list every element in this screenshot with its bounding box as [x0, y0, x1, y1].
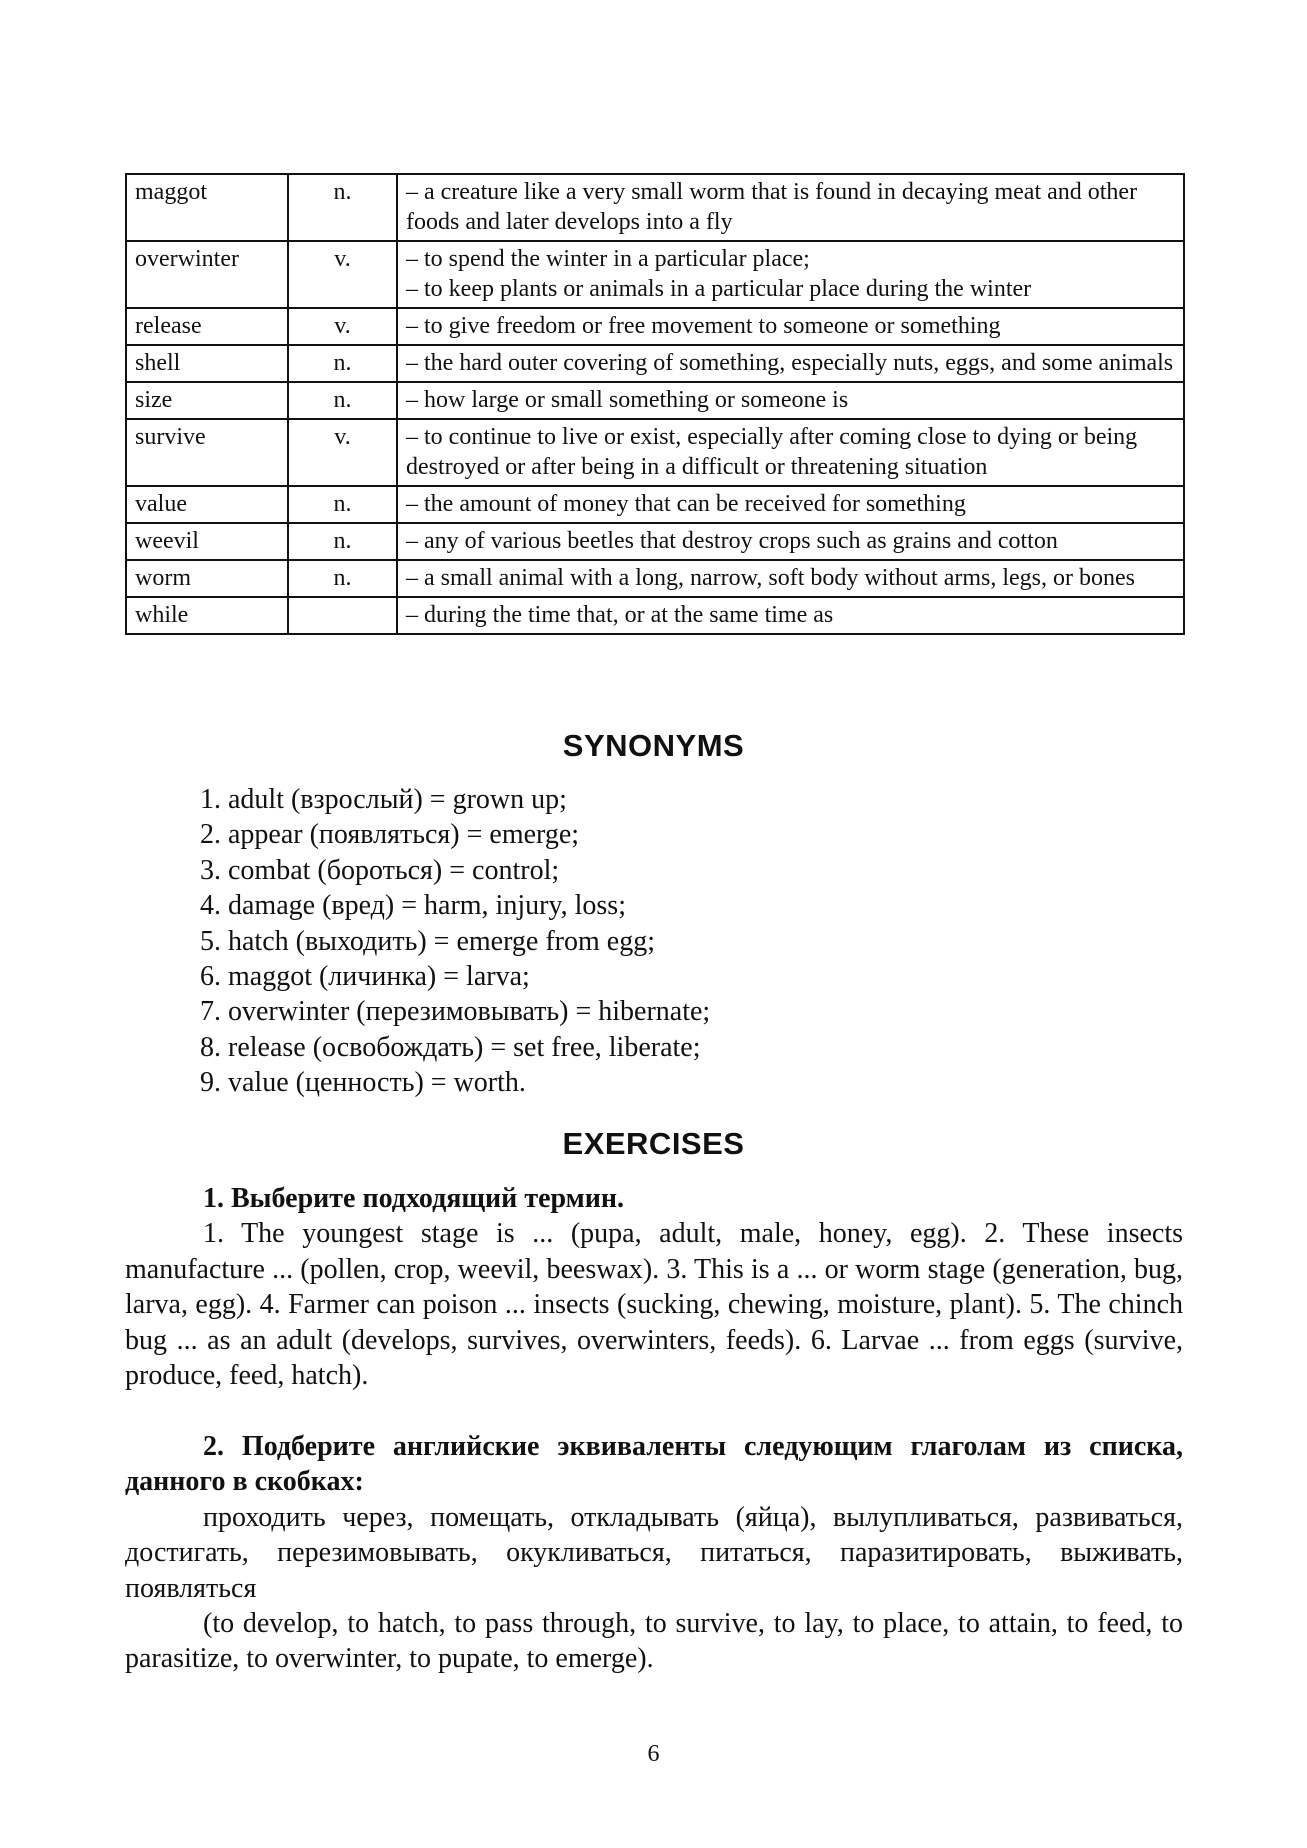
- exercise-1: [125, 1181, 1183, 1393]
- vocab-definition: [397, 560, 1184, 597]
- vocab-word: release: [126, 308, 288, 345]
- exercises-heading: EXERCISES: [562, 1126, 745, 1161]
- vocab-definition: [397, 308, 1184, 345]
- exercise-2-title: 2. Подберите английские эквиваленты следующим глаголам из списка, данного в скобках:: [125, 1431, 1183, 1498]
- synonyms-list: [200, 782, 710, 1101]
- table-row: [126, 345, 1184, 382]
- vocab-part-of-speech: v.: [288, 241, 397, 308]
- vocab-part-of-speech: n.: [288, 486, 397, 523]
- exercise-1-title: 1. Выберите подходящий термин.: [203, 1183, 624, 1214]
- vocab-definition-line: – to spend the winter in a particular place;: [406, 246, 810, 272]
- vocab-definition: [397, 523, 1184, 560]
- vocab-definition-line: – a small animal with a long, narrow, soft body without arms, legs, or bones: [406, 565, 1135, 591]
- list-item: 6. maggot (личинка) = larva;: [200, 961, 530, 993]
- vocab-definition-line: – any of various beetles that destroy crops such as grains and cotton: [406, 528, 1058, 554]
- vocab-word: shell: [126, 345, 288, 382]
- list-item: 1. adult (взрослый) = grown up;: [200, 784, 567, 815]
- vocab-word: size: [126, 382, 288, 419]
- vocab-definition-line: – to continue to live or exist, especially after coming close to dying or being destroyed or after being in a difficult or threatening situation: [406, 424, 1138, 480]
- list-item: 3. combat (бороться) = control;: [200, 854, 560, 886]
- list-item: 7. overwinter (перезимовывать) = hibernate;: [200, 996, 711, 1028]
- list-item: 4. damage (вред) = harm, injury, loss;: [200, 890, 626, 922]
- vocab-definition: [397, 174, 1184, 241]
- vocab-part-of-speech: v.: [288, 308, 397, 345]
- vocabulary-table: [125, 173, 1185, 635]
- vocab-part-of-speech: n.: [288, 560, 397, 597]
- table-row: [126, 523, 1184, 560]
- vocab-part-of-speech: n.: [288, 345, 397, 382]
- exercise-2-text-en: (to develop, to hatch, to pass through, to survive, to lay, to place, to attain, to feed, to parasitize, to overwinter, to pupate, to emerge).: [125, 1608, 1183, 1675]
- list-item: 5. hatch (выходить) = emerge from egg;: [200, 925, 655, 957]
- exercise-1-text: 1. The youngest stage is ... (pupa, adult, male, honey, egg). 2. These insects manufacture ... (pollen, crop, weevil, beeswax). 3. This is a ... or worm stage (generation, bug, larva, egg). 4. Farmer can poison ... insects (sucking, chewing, moisture, plant). 5. The chinch bug ... as an adult (develops, survives, overwinters, feeds). 6. Larvae ... from eggs (survive, produce, feed, hatch).: [125, 1218, 1183, 1392]
- vocab-part-of-speech: n.: [288, 382, 397, 419]
- exercise-2: [125, 1429, 1183, 1677]
- vocab-definition: [397, 345, 1184, 382]
- vocab-definition-line: – how large or small something or someone is: [406, 387, 849, 413]
- vocab-definition: [397, 382, 1184, 419]
- vocab-definition: [397, 419, 1184, 486]
- table-row: [126, 486, 1184, 523]
- vocab-word: survive: [126, 419, 288, 486]
- vocab-definition-line: – the hard outer covering of something, especially nuts, eggs, and some animals: [406, 350, 1174, 376]
- vocab-definition-line: – the amount of money that can be received for something: [406, 491, 966, 517]
- table-row: [126, 174, 1184, 241]
- table-row: [126, 382, 1184, 419]
- table-row: [126, 419, 1184, 486]
- vocab-definition-line: – during the time that, or at the same time as: [406, 602, 834, 628]
- list-item: 8. release (освобождать) = set free, liberate;: [200, 1031, 701, 1063]
- vocab-word: maggot: [126, 174, 288, 241]
- table-row: [126, 560, 1184, 597]
- vocab-definition: [397, 486, 1184, 523]
- vocab-word: while: [126, 597, 288, 634]
- vocab-part-of-speech: n.: [288, 174, 397, 241]
- vocab-definition-line: – to give freedom or free movement to someone or something: [406, 313, 1001, 339]
- vocab-word: weevil: [126, 523, 288, 560]
- list-item: 2. appear (появляться) = emerge;: [200, 819, 580, 851]
- vocab-part-of-speech: n.: [288, 523, 397, 560]
- vocab-word: overwinter: [126, 241, 288, 308]
- vocab-definition-line: – a creature like a very small worm that is found in decaying meat and other foods and later develops into a fly: [406, 179, 1138, 235]
- table-row: [126, 597, 1184, 634]
- vocab-word: worm: [126, 560, 288, 597]
- table-row: [126, 241, 1184, 308]
- vocab-definition: [397, 597, 1184, 634]
- vocab-part-of-speech: v.: [288, 419, 397, 486]
- vocab-word: value: [126, 486, 288, 523]
- synonyms-heading: SYNONYMS: [562, 728, 745, 763]
- vocab-definition-line: – to keep plants or animals in a particular place during the winter: [406, 276, 1032, 302]
- page-number: 6: [647, 1741, 660, 1767]
- vocab-part-of-speech: [288, 597, 397, 634]
- vocab-definition: [397, 241, 1184, 308]
- list-item: 9. value (ценность) = worth.: [200, 1067, 526, 1099]
- exercise-2-text-ru: проходить через, помещать, откладывать (яйца), вылупливаться, развиваться, достигать, перезимовывать, окукливаться, питаться, паразитировать, выживать, появляться: [125, 1501, 1183, 1604]
- table-row: [126, 308, 1184, 345]
